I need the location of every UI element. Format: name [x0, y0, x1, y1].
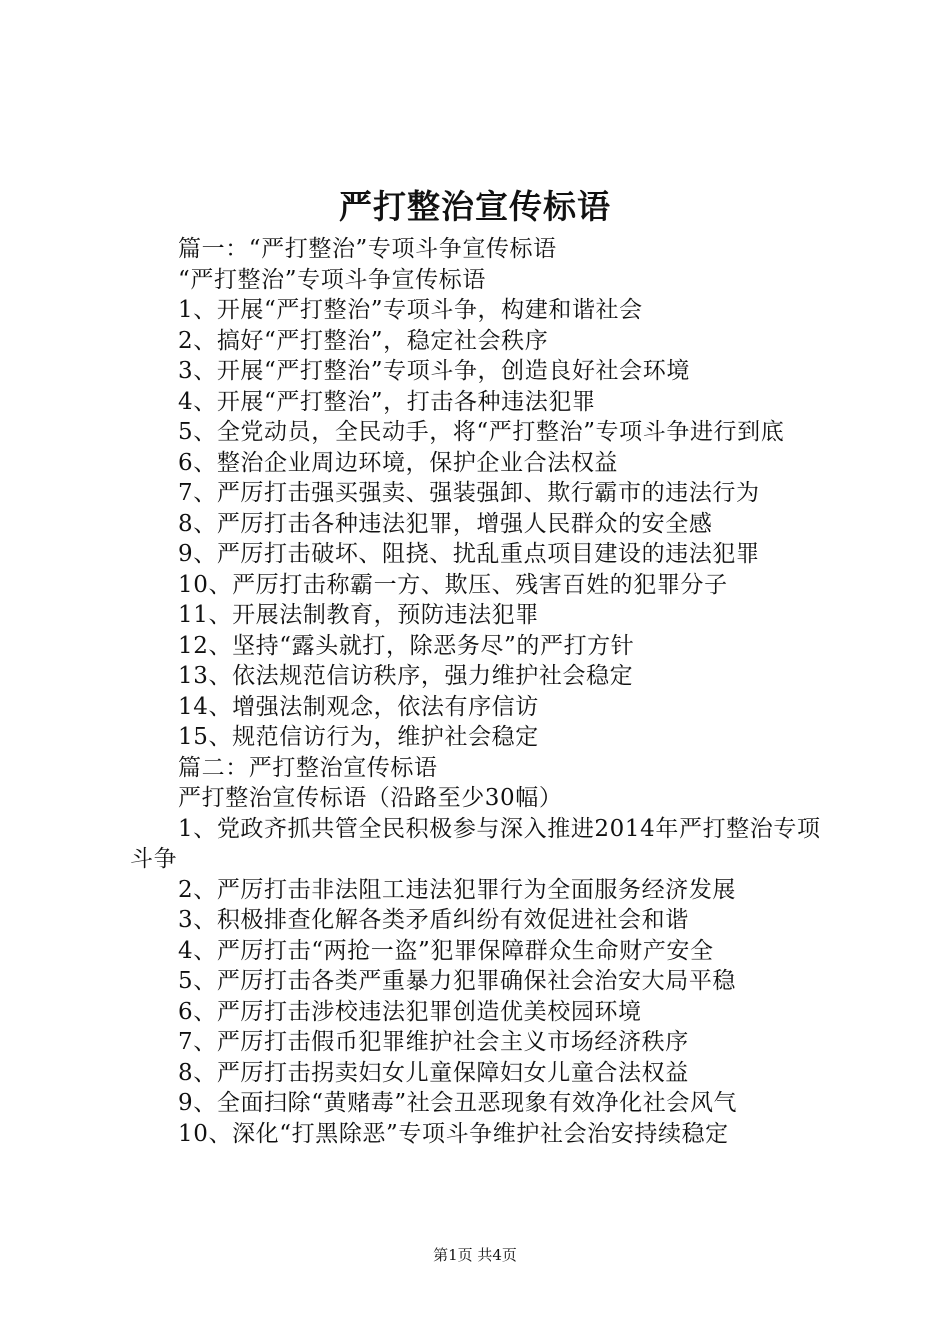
- paragraph: 3、开展“严打整治”专项斗争，创造良好社会环境: [178, 358, 690, 384]
- paragraph: 严打整治宣传标语（沿路至少30幅）: [178, 785, 563, 811]
- paragraph: 7、严厉打击假币犯罪维护社会主义市场经济秩序: [178, 1029, 689, 1055]
- paragraph: 1、党政齐抓共管全民积极参与深入推进2014年严打整治专项斗争: [130, 815, 821, 872]
- paragraph: 7、严厉打击强买强卖、强装强卸、欺行霸市的违法行为: [178, 480, 760, 506]
- paragraph: 篇一：“严打整治”专项斗争宣传标语: [178, 236, 557, 262]
- paragraph: 8、严厉打击拐卖妇女儿童保障妇女儿童合法权益: [178, 1059, 689, 1086]
- paragraph: 篇二：严打整治宣传标语: [178, 754, 438, 781]
- paragraph: 4、严厉打击“两抢一盗”犯罪保障群众生命财产安全: [178, 937, 714, 964]
- paragraph: 6、严厉打击涉校违法犯罪创造优美校园环境: [178, 998, 642, 1025]
- paragraph: 3、积极排查化解各类矛盾纠纷有效促进社会和谐: [178, 907, 689, 933]
- paragraph: 9、严厉打击破坏、阻挠、扰乱重点项目建设的违法犯罪: [178, 541, 760, 567]
- paragraph: 15、规范信访行为，维护社会稳定: [178, 724, 539, 750]
- paragraph: 9、全面扫除“黄赌毒”社会丑恶现象有效净化社会风气: [178, 1090, 738, 1116]
- paragraph: 5、全党动员，全民动手，将“严打整治”专项斗争进行到底: [178, 419, 785, 445]
- paragraph: 1、开展“严打整治”专项斗争，构建和谐社会: [178, 297, 643, 323]
- paragraph: 11、开展法制教育，预防违法犯罪: [178, 602, 539, 628]
- page-footer: 第1页 共4页: [433, 1246, 517, 1264]
- paragraph: 12、坚持“露头就打，除恶务尽”的严打方针: [178, 632, 635, 659]
- document-title: 严打整治宣传标语: [339, 187, 611, 226]
- paragraph: 8、严厉打击各种违法犯罪，增强人民群众的安全感: [178, 510, 713, 537]
- document-body: [130, 234, 832, 1149]
- paragraph: 2、严厉打击非法阻工违法犯罪行为全面服务经济发展: [178, 876, 737, 903]
- paragraph: 6、整治企业周边环境，保护企业合法权益: [178, 449, 619, 476]
- paragraph: 10、深化“打黑除恶”专项斗争维护社会治安持续稳定: [178, 1120, 729, 1147]
- paragraph: “严打整治”专项斗争宣传标语: [178, 266, 486, 293]
- paragraph: 10、严厉打击称霸一方、欺压、残害百姓的犯罪分子: [178, 571, 728, 598]
- paragraph: 5、严厉打击各类严重暴力犯罪确保社会治安大局平稳: [178, 968, 737, 994]
- paragraph: 13、依法规范信访秩序，强力维护社会稳定: [178, 663, 634, 689]
- paragraph: 4、开展“严打整治”，打击各种违法犯罪: [178, 388, 596, 415]
- paragraph: 2、搞好“严打整治”，稳定社会秩序: [178, 327, 549, 354]
- paragraph: 14、增强法制观念，依法有序信访: [178, 693, 539, 720]
